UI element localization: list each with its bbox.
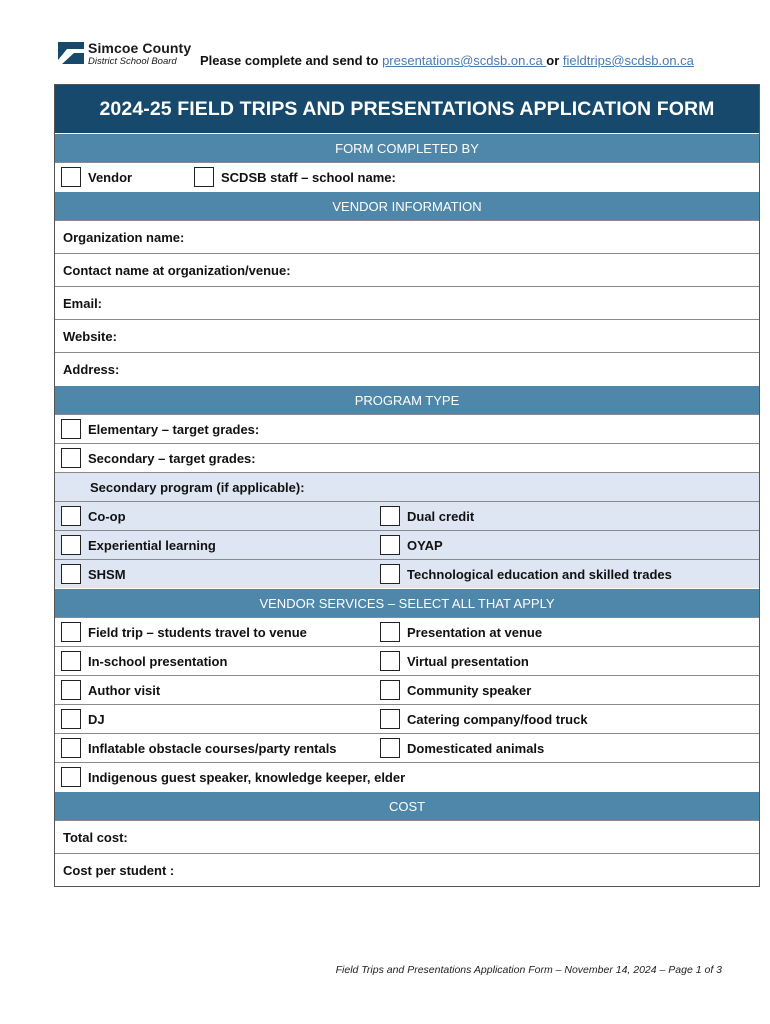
tech-ed-option [380, 560, 672, 588]
animals-checkbox[interactable] [380, 738, 400, 758]
field-trip-checkbox[interactable] [61, 622, 81, 642]
coop-label: Co-op [88, 508, 126, 524]
connector-text: or [546, 53, 560, 68]
presentation-at-venue-label: Presentation at venue [407, 624, 543, 640]
dj-label: DJ [88, 711, 105, 727]
contact-name-field[interactable]: Contact name at organization/venue: [55, 253, 759, 286]
section-header-completed-by: FORM COMPLETED BY [55, 133, 759, 162]
vendor-option [61, 163, 132, 191]
virtual-option [380, 647, 529, 675]
oyap-label: OYAP [407, 537, 443, 553]
staff-checkbox[interactable] [194, 167, 214, 187]
service-option-row [55, 675, 759, 704]
oyap-checkbox[interactable] [380, 535, 400, 555]
indigenous-speaker-option [61, 763, 405, 791]
logo-subtitle: District School Board [88, 56, 177, 67]
service-option-row [55, 733, 759, 762]
secondary-program-label: Secondary program (if applicable): [90, 479, 305, 495]
service-option-row [55, 762, 759, 791]
author-visit-label: Author visit [88, 682, 161, 698]
coop-option [61, 502, 126, 530]
submission-instructions [200, 53, 694, 68]
program-option-row [55, 559, 759, 588]
program-option-row [55, 501, 759, 530]
inflatable-label: Inflatable obstacle courses/party rentals [88, 740, 337, 756]
secondary-label: Secondary – target grades: [88, 450, 256, 466]
animals-label: Domesticated animals [407, 740, 545, 756]
secondary-checkbox[interactable] [61, 448, 81, 468]
virtual-checkbox[interactable] [380, 651, 400, 671]
elementary-option [61, 415, 259, 443]
presentation-at-venue-checkbox[interactable] [380, 622, 400, 642]
tech-ed-checkbox[interactable] [380, 564, 400, 584]
field-trip-label: Field trip – students travel to venue [88, 624, 307, 640]
in-school-checkbox[interactable] [61, 651, 81, 671]
inflatable-option [61, 734, 337, 762]
in-school-option [61, 647, 227, 675]
section-header-vendor-info: VENDOR INFORMATION [55, 191, 759, 220]
dual-credit-label: Dual credit [407, 508, 475, 524]
community-speaker-label: Community speaker [407, 682, 532, 698]
email-link-fieldtrips[interactable]: fieldtrips@scdsb.on.ca [562, 53, 694, 68]
author-visit-checkbox[interactable] [61, 680, 81, 700]
dual-credit-option [380, 502, 474, 530]
email-field[interactable]: Email: [55, 286, 759, 319]
staff-label: SCDSB staff – school name: [221, 169, 396, 185]
service-option-row [55, 704, 759, 733]
experiential-learning-checkbox[interactable] [61, 535, 81, 555]
section-header-vendor-services: VENDOR SERVICES – SELECT ALL THAT APPLY [55, 588, 759, 617]
author-visit-option [61, 676, 160, 704]
secondary-program-row [55, 472, 759, 501]
community-speaker-checkbox[interactable] [380, 680, 400, 700]
oyap-option [380, 531, 443, 559]
dual-credit-checkbox[interactable] [380, 506, 400, 526]
catering-option [380, 705, 588, 733]
vendor-checkbox[interactable] [61, 167, 81, 187]
indigenous-speaker-label: Indigenous guest speaker, knowledge keeper, elder [88, 769, 406, 785]
secondary-row [55, 443, 759, 472]
organization-name-field[interactable]: Organization name: [55, 220, 759, 253]
shsm-label: SHSM [88, 566, 126, 582]
shsm-option [61, 560, 126, 588]
in-school-label: In-school presentation [88, 653, 228, 669]
website-field[interactable]: Website: [55, 319, 759, 352]
elementary-row [55, 414, 759, 443]
dj-checkbox[interactable] [61, 709, 81, 729]
completed-by-row [55, 162, 759, 191]
inflatable-checkbox[interactable] [61, 738, 81, 758]
email-link-presentations[interactable]: presentations@scdsb.on.ca [382, 53, 547, 68]
page-header [58, 40, 738, 74]
total-cost-field[interactable]: Total cost: [55, 820, 759, 853]
coop-checkbox[interactable] [61, 506, 81, 526]
program-option-row [55, 530, 759, 559]
catering-checkbox[interactable] [380, 709, 400, 729]
logo-mark-icon [58, 40, 84, 66]
scdsb-logo [58, 40, 192, 72]
application-form [54, 84, 760, 887]
dj-option [61, 705, 105, 733]
cost-per-student-field[interactable]: Cost per student : [55, 853, 759, 886]
staff-option [194, 163, 396, 191]
animals-option [380, 734, 544, 762]
elementary-checkbox[interactable] [61, 419, 81, 439]
virtual-label: Virtual presentation [407, 653, 529, 669]
shsm-checkbox[interactable] [61, 564, 81, 584]
field-trip-option [61, 618, 307, 646]
community-speaker-option [380, 676, 531, 704]
vendor-label: Vendor [88, 169, 133, 185]
form-title: 2024-25 FIELD TRIPS AND PRESENTATIONS APPLICATION FORM [55, 85, 759, 133]
secondary-option [61, 444, 256, 472]
catering-label: Catering company/food truck [407, 711, 588, 727]
presentation-at-venue-option [380, 618, 542, 646]
instruction-text: Please complete and send to [200, 53, 383, 68]
indigenous-speaker-checkbox[interactable] [61, 767, 81, 787]
section-header-cost: COST [55, 791, 759, 820]
section-header-program-type: PROGRAM TYPE [55, 385, 759, 414]
page-footer: Field Trips and Presentations Application Form – November 14, 2024 – Page 1 of 3 [335, 964, 722, 976]
address-field[interactable]: Address: [55, 352, 759, 385]
logo-name: Simcoe County [88, 40, 192, 56]
tech-ed-label: Technological education and skilled trades [407, 566, 672, 582]
service-option-row [55, 646, 759, 675]
experiential-learning-option [61, 531, 216, 559]
elementary-label: Elementary – target grades: [88, 421, 260, 437]
service-option-row [55, 617, 759, 646]
experiential-learning-label: Experiential learning [88, 537, 216, 553]
